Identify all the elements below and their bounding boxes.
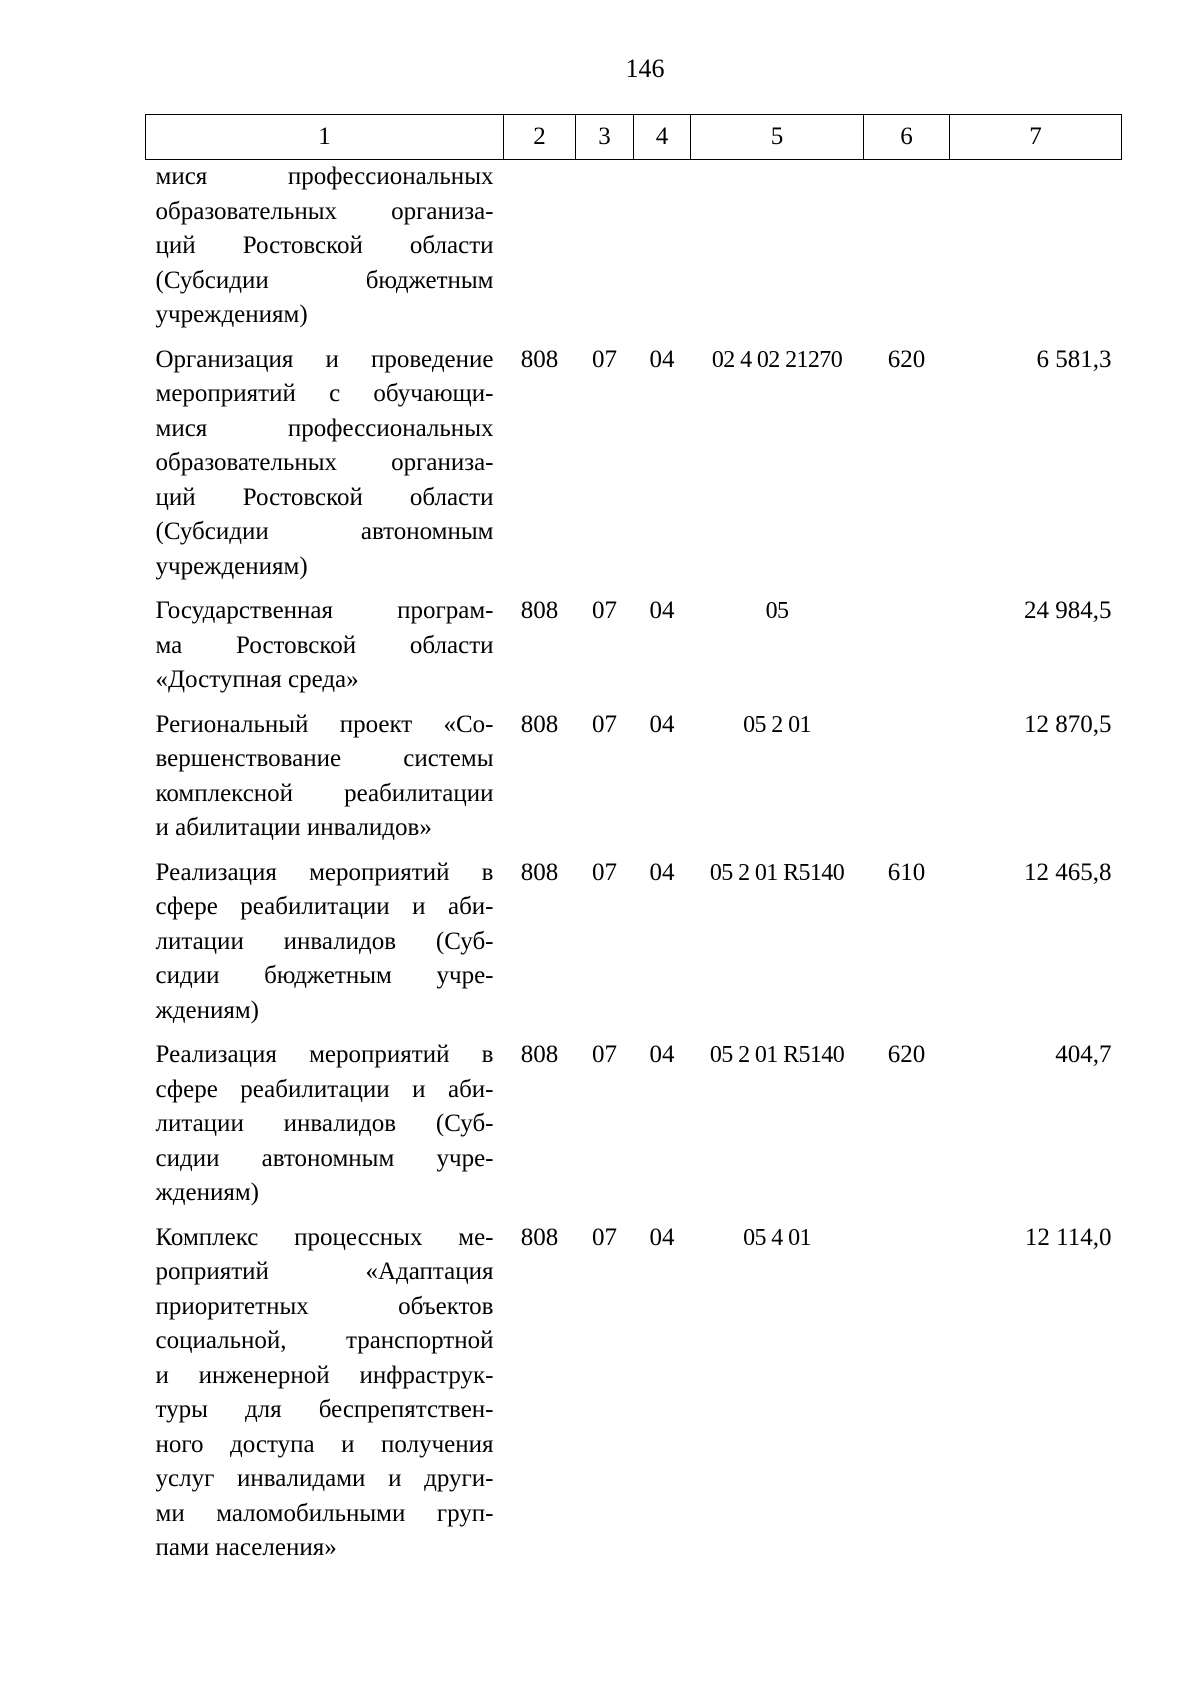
budget-table-container xyxy=(145,114,1121,1576)
header-col-1: 1 xyxy=(146,115,504,160)
row-amount: 404,7 xyxy=(1055,1041,1112,1068)
table-row xyxy=(146,160,1122,343)
description-line: ма Ростовской области xyxy=(155,631,494,659)
row-target-article-code: 05 2 01 xyxy=(743,711,811,738)
table-row xyxy=(146,856,1122,1039)
description-line: ций Ростовской области xyxy=(155,483,494,511)
table-row xyxy=(146,1038,1122,1221)
row-section-code: 07 xyxy=(592,1041,617,1068)
table-row xyxy=(146,1221,1122,1576)
header-col-3: 3 xyxy=(576,115,634,160)
description-line: и инженерной инфраструк- xyxy=(155,1361,494,1389)
row-amount xyxy=(950,160,1122,343)
row-section-code xyxy=(576,160,634,343)
row-ministry-code: 808 xyxy=(520,858,559,886)
row-description xyxy=(146,160,504,343)
row-amount: 6 581,3 xyxy=(1036,345,1112,373)
description-line: социальной, транспортной xyxy=(155,1327,494,1354)
row-target-article-code xyxy=(691,160,864,343)
description-line: Реализация мероприятий в xyxy=(155,1041,494,1068)
row-expense-type-code xyxy=(864,708,950,856)
description-line: сидии автономным учре- xyxy=(155,1144,494,1172)
description-line: Организация и проведение xyxy=(155,345,494,373)
description-line: вершенствование системы xyxy=(155,745,494,772)
description-line: мися профессиональных xyxy=(155,163,494,190)
row-subsection-code: 04 xyxy=(649,858,675,886)
description-line: литации инвалидов (Суб- xyxy=(155,927,494,955)
row-ministry-code: 808 xyxy=(520,345,559,373)
description-line: сидии бюджетным учре- xyxy=(155,962,494,989)
row-subsection-code xyxy=(634,160,691,343)
description-line: сфере реабилитации и аби- xyxy=(155,893,494,920)
description-line: Комплекс процессных ме- xyxy=(155,1223,494,1251)
row-target-article-code: 05 4 01 xyxy=(743,1224,811,1251)
row-description xyxy=(146,594,504,708)
table-header xyxy=(146,115,1122,160)
description-line: (Субсидии бюджетным xyxy=(155,266,494,294)
row-ministry-code: 808 xyxy=(520,1223,559,1251)
row-description xyxy=(146,343,504,595)
row-section-code: 07 xyxy=(592,597,617,624)
row-ministry-code: 808 xyxy=(520,710,559,738)
description-line: учреждениям) xyxy=(155,552,308,580)
row-subsection-code: 04 xyxy=(649,597,675,624)
header-col-2: 2 xyxy=(504,115,576,160)
row-ministry-code: 808 xyxy=(520,597,559,624)
row-expense-type-code xyxy=(864,160,950,343)
description-line: «Доступная среда» xyxy=(155,666,359,693)
row-description xyxy=(146,856,504,1039)
header-row xyxy=(146,115,1122,160)
description-line: Реализация мероприятий в xyxy=(155,858,494,886)
row-expense-type-code: 610 xyxy=(887,858,926,886)
row-expense-type-code xyxy=(864,1221,950,1576)
description-line: образовательных организа- xyxy=(155,197,494,225)
row-subsection-code: 04 xyxy=(649,1041,675,1068)
row-section-code: 07 xyxy=(592,345,617,373)
row-section-code: 07 xyxy=(592,1223,617,1251)
table-body xyxy=(146,160,1122,1576)
description-line: пами населения» xyxy=(155,1534,337,1561)
description-line: услуг инвалидами и други- xyxy=(155,1465,494,1492)
description-line: ждениям) xyxy=(155,996,259,1024)
row-subsection-code: 04 xyxy=(649,345,675,373)
header-col-6: 6 xyxy=(864,115,950,160)
row-section-code: 07 xyxy=(592,710,617,738)
description-line: мероприятий с обучающи- xyxy=(155,380,494,407)
header-col-4: 4 xyxy=(634,115,691,160)
table-row xyxy=(146,594,1122,708)
description-line: Региональный проект «Со- xyxy=(155,710,494,738)
description-line: ми маломобильными груп- xyxy=(155,1499,494,1527)
header-col-7: 7 xyxy=(950,115,1122,160)
row-subsection-code: 04 xyxy=(649,710,675,738)
row-target-article-code: 05 2 01 R5140 xyxy=(709,859,845,886)
row-section-code: 07 xyxy=(592,858,617,886)
row-amount: 12 870,5 xyxy=(1024,710,1112,738)
row-target-article-code: 05 xyxy=(765,598,789,624)
description-line: комплексной реабилитации xyxy=(155,779,494,807)
table-row xyxy=(146,708,1122,856)
description-line: роприятий «Адаптация xyxy=(155,1258,494,1285)
row-expense-type-code xyxy=(864,594,950,708)
row-ministry-code xyxy=(504,160,576,343)
page-number: 146 xyxy=(625,54,665,83)
row-amount: 12 465,8 xyxy=(1024,858,1112,886)
description-line: туры для беспрепятствен- xyxy=(155,1396,494,1423)
row-expense-type-code: 620 xyxy=(887,1041,926,1068)
row-amount: 12 114,0 xyxy=(1024,1223,1112,1251)
description-line: сфере реабилитации и аби- xyxy=(155,1075,494,1103)
row-description xyxy=(146,1221,504,1576)
header-col-5: 5 xyxy=(691,115,864,160)
description-line: и абилитации инвалидов» xyxy=(155,814,432,841)
row-ministry-code: 808 xyxy=(520,1041,559,1068)
description-line: ного доступа и получения xyxy=(155,1430,494,1458)
budget-table xyxy=(145,114,1122,1576)
description-line: ций Ростовской области xyxy=(155,232,494,259)
description-line: учреждениям) xyxy=(155,301,308,328)
row-amount: 24 984,5 xyxy=(1024,597,1112,624)
row-expense-type-code: 620 xyxy=(887,345,926,373)
description-line: литации инвалидов (Суб- xyxy=(155,1110,494,1137)
description-line: (Субсидии автономным xyxy=(155,518,494,545)
description-line: приоритетных объектов xyxy=(155,1292,494,1320)
description-line: Государственная програм- xyxy=(155,597,494,624)
row-subsection-code: 04 xyxy=(649,1223,675,1251)
row-description xyxy=(146,708,504,856)
description-line: образовательных организа- xyxy=(155,449,494,476)
description-line: мися профессиональных xyxy=(155,414,494,442)
row-target-article-code: 02 4 02 21270 xyxy=(711,346,843,373)
row-description xyxy=(146,1038,504,1221)
description-line: ждениям) xyxy=(155,1179,259,1206)
row-target-article-code: 05 2 01 R5140 xyxy=(709,1042,845,1068)
table-row xyxy=(146,343,1122,595)
